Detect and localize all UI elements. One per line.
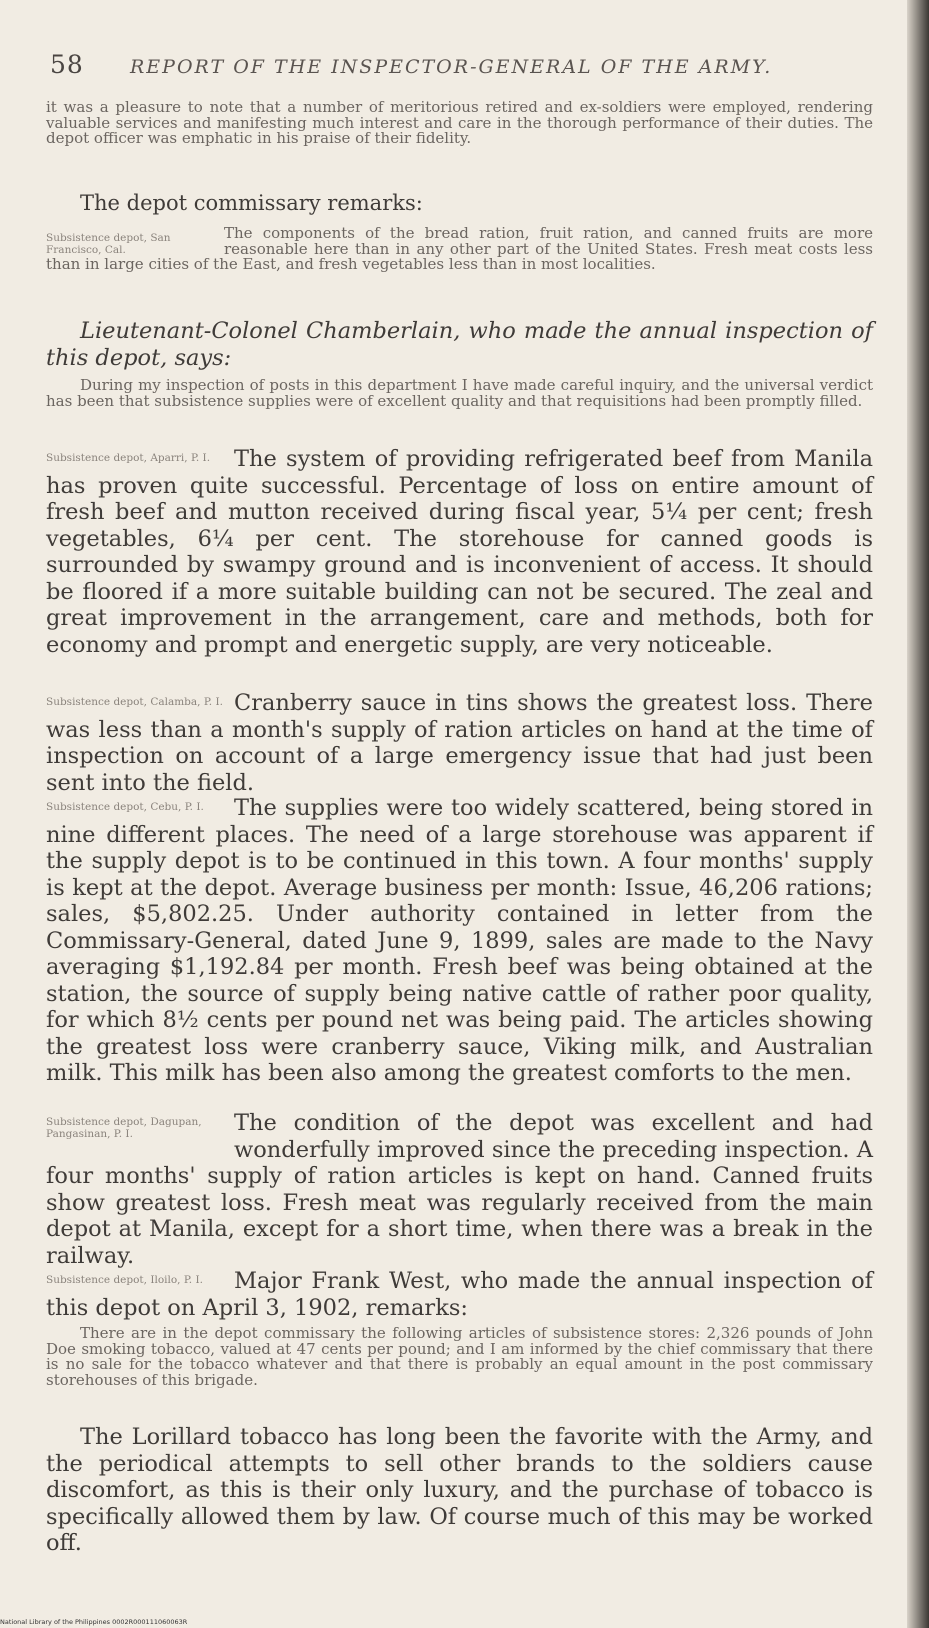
sidenote-aparri: Subsistence depot, Aparri, P. I. [46, 452, 211, 464]
paragraph-lorillard: The Lorillard tobacco has long been the favorite with the Army, and the periodical attempts to sell other brands to the soldiers cause discomfort, as this is their only luxury, and the purchase of tobacco is specifically allowed them by law. Of course much of this may be worked off. [46, 1424, 873, 1556]
paragraph-chamberlain-intro: Lieutenant-Colonel Chamberlain, who made the annual inspection of this depot, says: [46, 318, 873, 371]
section-cebu: Subsistence depot, Cebu, P. I. The supplies were too widely scattered, being stored in nine different places. The need of a large storehouse was apparent if the supply depot is to be continued in this town. A four months' supply is kept at the depot. Average business per month: Issue, 46,206 rations; sales, $5,802.25. Under authority contained in letter from the Commissary-General, dated June 9, 1899, sales are made to the Navy averaging $1,192.84 per month. Fresh beef was being obtained at the station, the source of supply being native cattle of rather poor quality, for which 8½ cents per pound net was being paid. The articles showing the greatest loss were cranberry sauce, Viking milk, and Australian milk. This milk has been also among the greatest comforts to the men. [46, 795, 873, 1086]
sidenote-cebu: Subsistence depot, Cebu, P. I. [46, 801, 204, 813]
running-title: REPORT OF THE INSPECTOR-GENERAL OF THE ARMY. [130, 56, 773, 78]
section-dagupan: Subsistence depot, Dagupan, Pangasinan, P. I. The condition of the depot was excellent and had wonderfully improved since the preceding inspection. A four months' supply of ration articles is kept on hand. Canned fruits show greatest loss. Fresh meat was regularly received from the main depot at Manila, except for a short time, when there was a break in the railway. [46, 1110, 873, 1269]
page-number: 58 [50, 50, 84, 79]
paragraph-commissary-intro: The depot commissary remarks: [80, 191, 423, 215]
sidenote-dagupan: Subsistence depot, Dagupan, Pangasinan, P. I. [46, 1116, 202, 1140]
paragraph-west-quote: There are in the depot commissary the following articles of subsistence stores: 2,326 pounds of John Doe smoking tobacco, valued at 47 cents per pound; and I am informed by the chief commissary that there is no sale for the tobacco whatever and that there is probably an equal amount in the post commissary storehouses of this brigade. [46, 1324, 873, 1389]
paragraph-chamberlain-quote: During my inspection of posts in this department I have made careful inquiry, and the universal verdict has been that subsistence supplies were of excellent quality and that requisitions had been promptly filled. [46, 376, 873, 410]
section-calamba: Subsistence depot, Calamba, P. I. Cranberry sauce in tins shows the greatest loss. There was less than a month's supply of ration articles on hand at the time of inspection on account of a large emergency issue that had just been sent into the field. [46, 690, 873, 796]
sidenote-iloilo: Subsistence depot, Iloilo, P. I. [46, 1274, 203, 1286]
sidenote-san-francisco: Subsistence depot, San Francisco, Cal. [46, 232, 171, 256]
page-header [50, 50, 840, 90]
section-iloilo: Subsistence depot, Iloilo, P. I. Major Frank West, who made the annual inspection of this depot on April 3, 1902, remarks: [46, 1268, 873, 1321]
paragraph-fidelity: it was a pleasure to note that a number of meritorious retired and ex-soldiers were employed, rendering valuable services and manifesting much interest and care in the thorough performance of their duties. The depot officer was emphatic in his praise of their fidelity. [46, 98, 873, 147]
scan-footer: National Library of the Philippines 0002R000111060063R [0, 1618, 188, 1626]
sidenote-calamba: Subsistence depot, Calamba, P. I. [46, 696, 223, 708]
section-aparri: Subsistence depot, Aparri, P. I. The system of providing refrigerated beef from Manila has proven quite successful. Percentage of loss on entire amount of fresh beef and mutton received during fiscal year, 5¼ per cent; fresh vegetables, 6¼ per cent. The storehouse for canned goods is surrounded by swampy ground and is inconvenient of access. It should be floored if a more suitable building can not be secured. The zeal and great improvement in the arrangement, care and methods, both for economy and prompt and energetic supply, are very noticeable. [46, 446, 873, 658]
section-san-francisco: Subsistence depot, San Francisco, Cal. The components of the bread ration, fruit ration, and canned fruits are more reasonable here than in any other part of the United States. Fresh meat costs less than in large cities of the East, and fresh vegetables less than in most localities. [46, 224, 873, 273]
book-spine-shadow [907, 0, 929, 1628]
